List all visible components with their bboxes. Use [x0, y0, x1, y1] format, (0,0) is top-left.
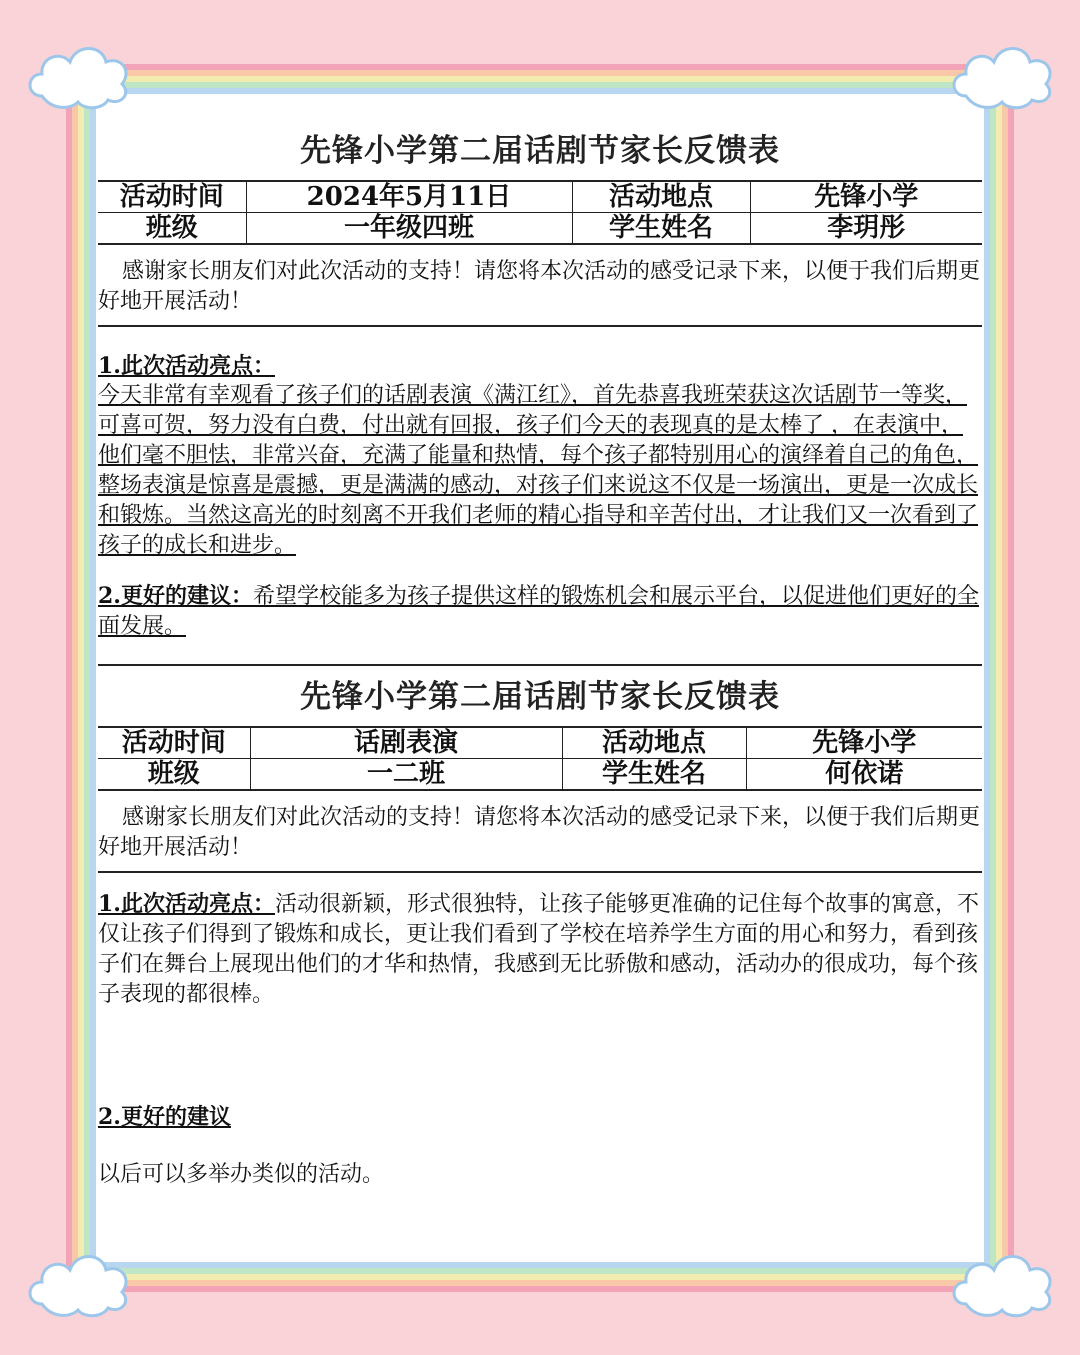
- highlights-text: 活动很新颖，形式很独特，让孩子能够更准确的记住每个故事的寓意，不仅让孩子们得到了锻炼和成长，更让我们看到了学校在培养学生方面的用心和努力，看到孩子们在舞台上展现出他们的才华和热情，我感到无比骄傲和感动，活动办的很成功，每个孩子表现的都很棒。: [98, 892, 979, 1007]
- value-activity-time: 2024年5月11日: [246, 181, 572, 213]
- table-row: [98, 727, 982, 759]
- label-activity-place: 活动地点: [572, 181, 750, 213]
- info-table: [98, 180, 982, 245]
- label-activity-time: 活动时间: [98, 727, 250, 759]
- table-row: [98, 181, 982, 213]
- form-title: 先锋小学第二届话剧节家长反馈表: [300, 679, 780, 715]
- label-activity-time: 活动时间: [98, 181, 246, 213]
- document-content: [98, 122, 982, 1190]
- label-class: 班级: [98, 213, 246, 245]
- value-student-name: 李玥彤: [827, 213, 906, 243]
- table-row: [98, 213, 982, 245]
- table-row: [98, 759, 982, 791]
- cloud-icon-bottom-left: [22, 1244, 134, 1322]
- suggestion-section: [98, 561, 982, 666]
- label-activity-place: 活动地点: [562, 727, 746, 759]
- suggestion-text: 以后可以多举办类似的活动。: [98, 1162, 385, 1187]
- value-activity-place: 先锋小学: [750, 181, 982, 213]
- highlights-text: 今天非常有幸观看了孩子们的话剧表演《满江红》，首先恭喜我班荣获这次话剧节一等奖，可喜可贺，努力没有白费，付出就有回报，孩子们今天的表现真的是太棒了 ，在表演中，他们毫不胆怯，非常兴奋，充满了能量和热情，每个孩子都特别用心的演绎着自己的角色，整场表演是惊喜是震撼，更是满满的感动，对孩子们来说这不仅是一场演出，更是一次成长和锻炼。当然这高光的时刻离不开我们老师的精心指导和辛苦付出，才让我们又一次看到了孩子的成长和进步。: [98, 383, 979, 558]
- feedback-form-1: [98, 122, 982, 666]
- intro-text: 感谢家长朋友们对此次活动的支持！请您将本次活动的感受记录下来，以便于我们后期更好地开展活动！: [98, 791, 982, 873]
- value-student-name: 何依诺: [825, 759, 904, 789]
- cloud-icon-top-left: [22, 36, 134, 114]
- highlights-section: [98, 327, 982, 561]
- suggestion-section: [98, 1102, 982, 1190]
- highlights-label: 1.此次活动亮点：: [98, 353, 275, 379]
- suggestion-label: 2.更好的建议: [98, 1104, 231, 1130]
- info-table: [98, 726, 982, 791]
- label-student-name: 学生姓名: [572, 213, 750, 245]
- suggestion-text: 希望学校能多为孩子提供这样的锻炼机会和展示平台，以促进他们更好的全面发展。: [98, 584, 979, 639]
- feedback-form-2: [98, 668, 982, 1190]
- suggestion-label: 2.更好的建议：: [98, 583, 253, 609]
- value-activity-type: 话剧表演: [250, 727, 562, 759]
- cloud-icon-top-right: [946, 36, 1058, 114]
- label-student-name: 学生姓名: [562, 759, 746, 791]
- value-class: 一年级四班: [246, 213, 572, 245]
- highlights-label: 1.此次活动亮点：: [98, 891, 275, 917]
- form-title: 先锋小学第二届话剧节家长反馈表: [300, 133, 780, 169]
- cloud-icon-bottom-right: [946, 1244, 1058, 1322]
- label-class: 班级: [98, 759, 250, 791]
- intro-text: 感谢家长朋友们对此次活动的支持！请您将本次活动的感受记录下来，以便于我们后期更好地开展活动！: [98, 245, 982, 327]
- value-activity-place: 先锋小学: [746, 727, 982, 759]
- value-class: 一二班: [250, 759, 562, 791]
- highlights-section: [98, 873, 982, 1010]
